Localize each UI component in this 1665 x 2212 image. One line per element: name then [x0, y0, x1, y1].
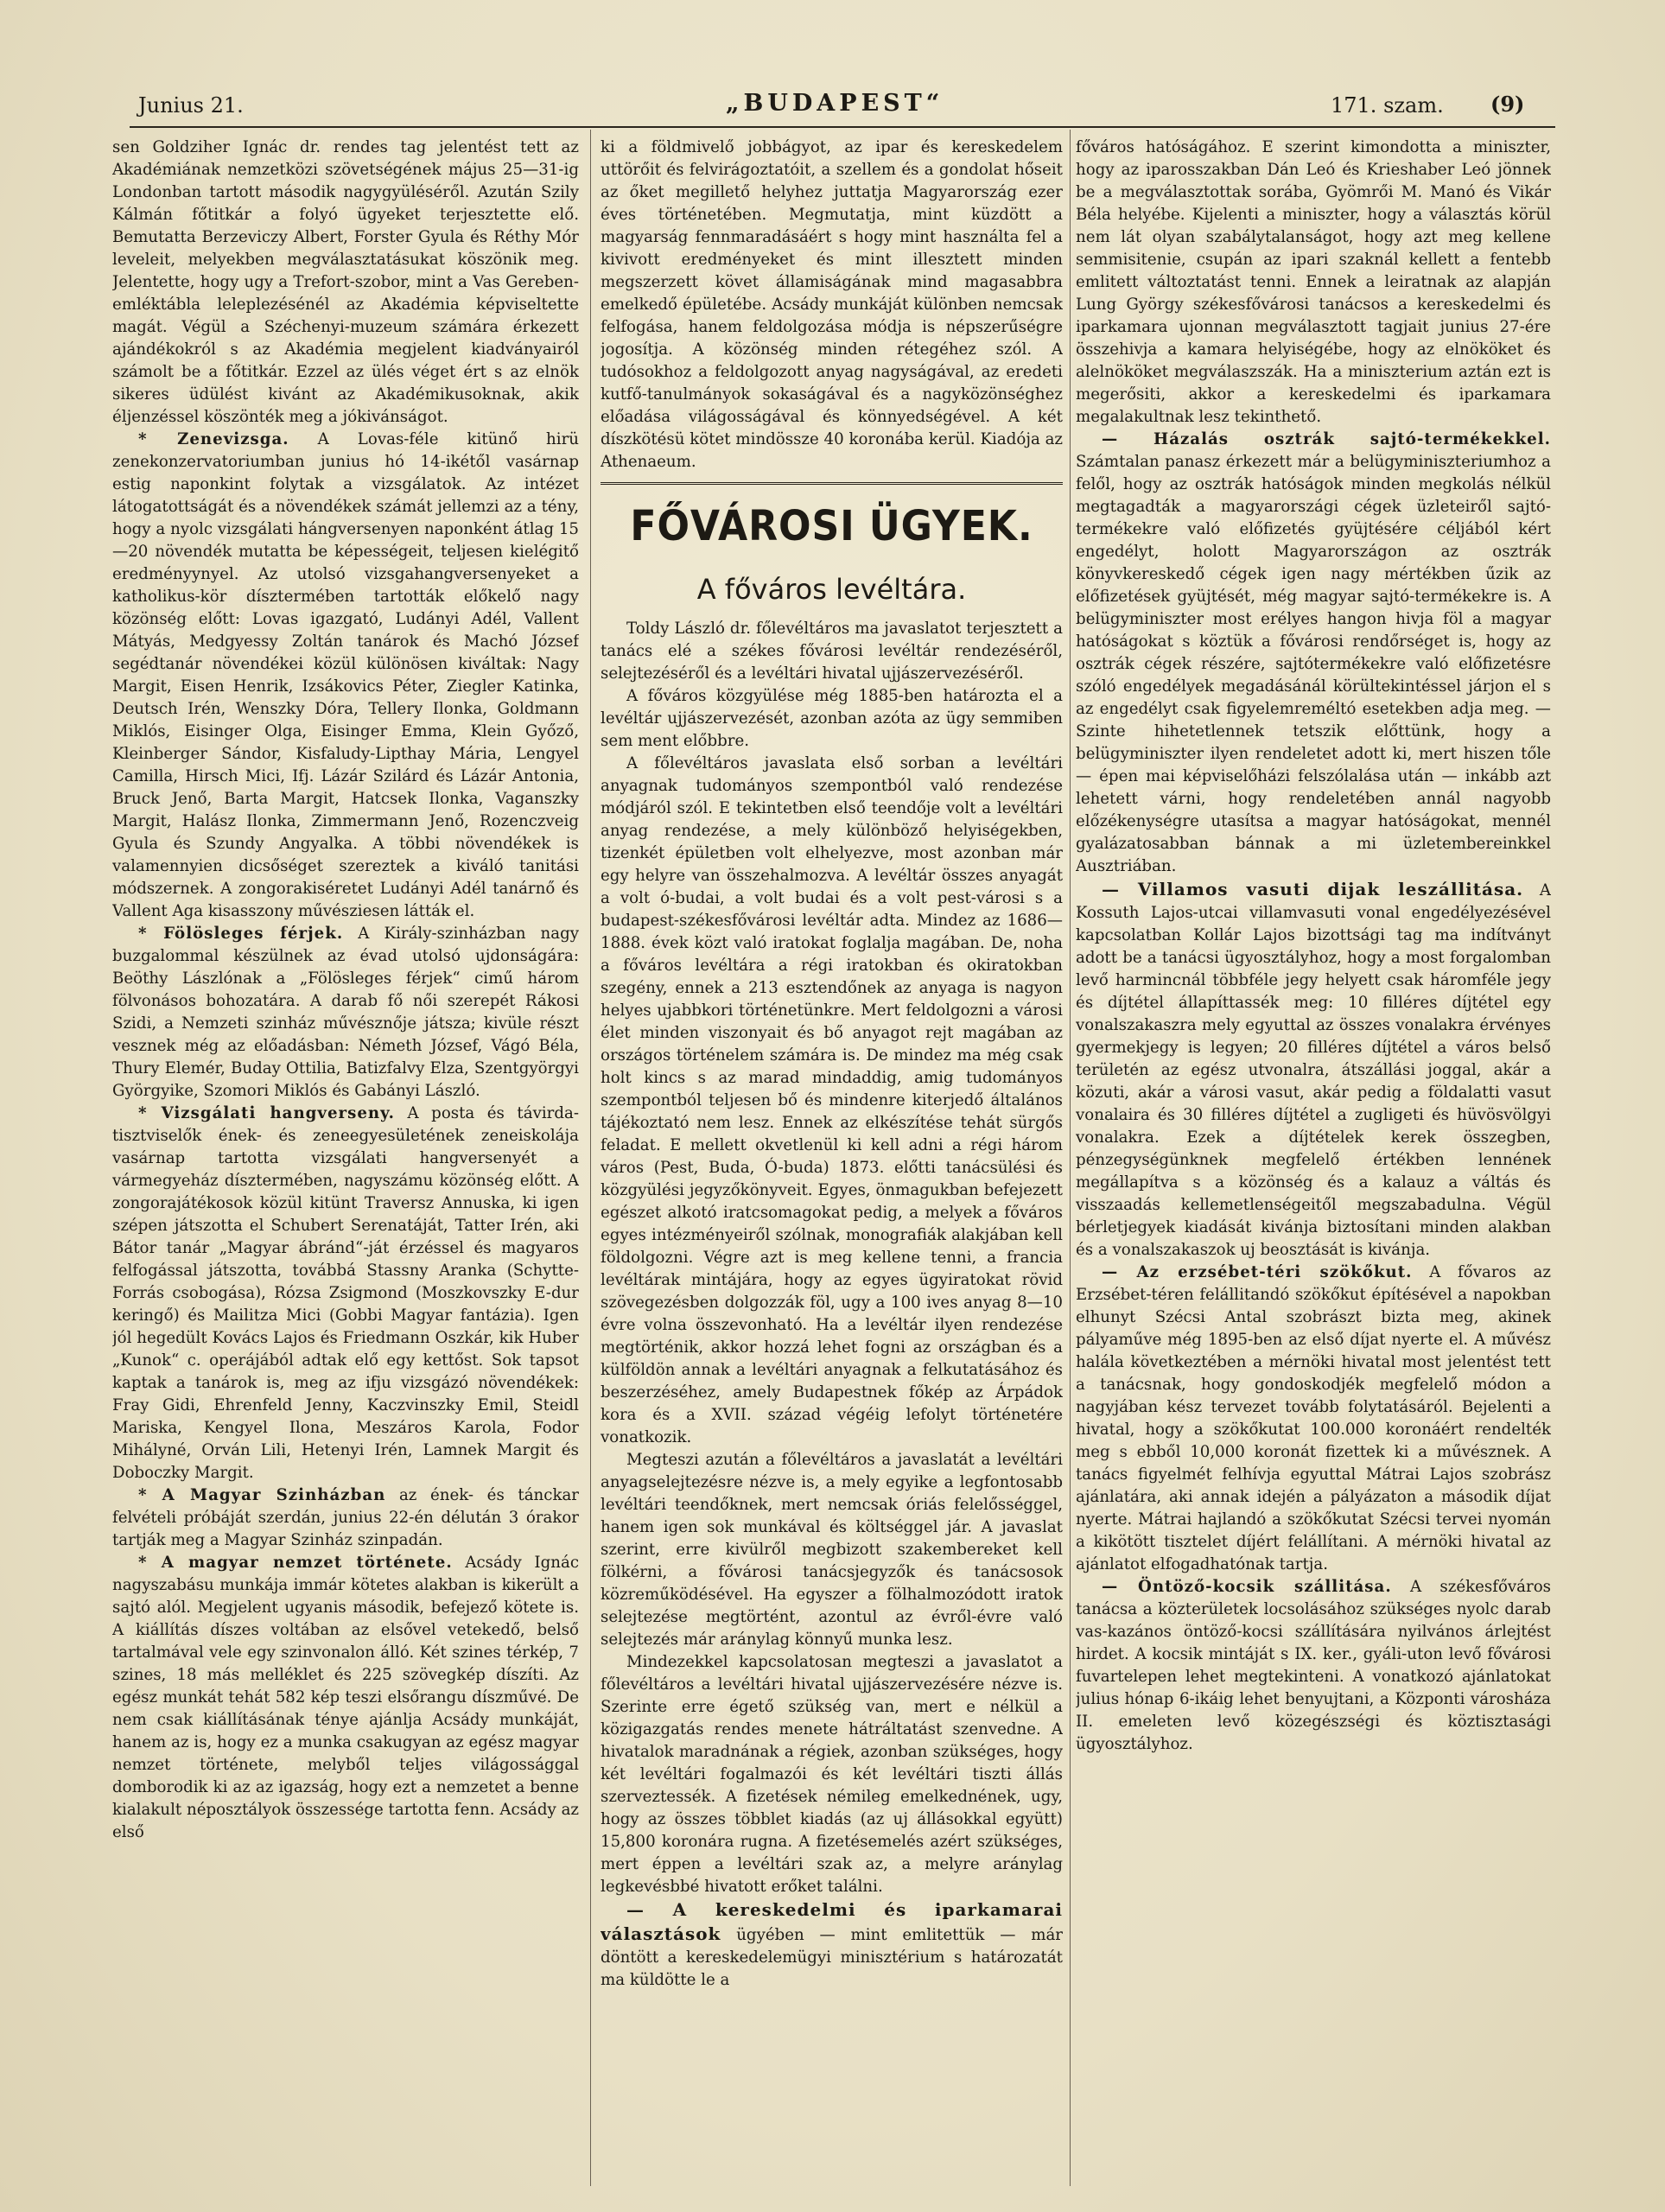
article-heading: — Villamos vasuti dijak leszállitása.: [1102, 879, 1524, 899]
article-body: A fővaros az Erzsébet-téren felállitandó szökőkut építésével a napokban elhunyt Szécsi Antal szobrászt bizta meg, akinek pályaműve még 1895-ben az első díjat nyerte el. A művész halála következtében a mérnöki hivatal most jelentést tett a tanácsnak, hogy gondoskodjék megfelelő módon a nagyjában kész tervezet tovább folytatásáról. Bejelenti a hivatal, hogy a szökőkutat 100.000 koronáért rendelték meg s ebből 10,000 koronát fizettek ki a művésznek. A tanács figyelmét felhívja egyuttal Mátrai Lajos szobrász ajánlatára, aki annak idején a pályázaton a második díjat nyerte. Mátrai hajlandó a szökőkutat Szécsi tervei nyomán a kikötött tisztelet díjért felállítani. A mérnöki hivatal az ajánlatot elfogadhatónak tartja.: [1076, 1263, 1551, 1573]
paragraph: Mindezekkel kapcsolatosan megteszi a javaslatot a főlevéltáros a levéltári hivatal ujjászervezésére nézve is. Szerinte erre égető szükség van, mert e nélkül a közigazgatás rendes menete hátráltatást szenvedne. A hivatalok maradnának a régiek, azonban szükséges, hogy két levéltári fogalmazói és két levéltári tiszti állás szerveztessék. A fizetések némileg emelkednének, ugy, hogy az összes többlet kiadás (az uj állásokkal együtt) 15,800 koronára rugna. A fizetésemelés azért szükséges, mert éppen a levéltári szak az, a melyre aránylag legkevésbbé hivatott erőket találni.: [601, 1653, 1063, 1896]
article-body: az ének- és tánckar felvételi próbáját szerdán, junius 22-én délután 3 órakor tartják meg a Magyar Szinház szinpadán.: [112, 1486, 579, 1549]
article-akademia-continued: sen Goldziher Ignác dr. rendes tag jelentést tett az Akadémiának nemzetközi szövetségének május 25—31-ig Londonban tartott második nagygyüléséről. Azután Szily Kálmán főtitkár a folyó ügyeket terjesztette elő. Bemutatta Berzeviczy Albert, Forster Gyula és Réthy Mór leveleit, melyekben megválasztatásukat köszönik meg. Jelentette, hogy ugy a Trefort-szobor, mint a Vas Gereben-emléktábla leleplezésénél az Akadémia képviseltette magát. Végül a Széchenyi-muzeum számára érkezett ajándékokról s az Akadémia megjelent kiadványairól számolt be a főtitkár. Ezzel az ülés véget ért s az elnök sikeres üdülést kivánt az Akadémikusoknak, akik éljenzéssel köszönték meg a jókivánságot.: [112, 138, 579, 426]
section-rule: [601, 482, 1063, 485]
article-body: Számtalan panasz érkezett már a belügyminiszteriumhoz a felől, hogy az osztrák hatóságok minden megkolás nélkül megtagadták a magyarországi cégek üzleteiről sajtó-termékekre való előfizetés gyüjtésére céljából kért engedélyt, holott Magyarországon az osztrák könyvkereskedő cégek igen nagy mértékben űzik az előfizetések gyüjtését, még magyar sajtó-termékekre is. A belügyminiszter most erélyes hangon hivja föl a magyar hatóságokat s köztük a fővárosi rendőrséget is, hogy az osztrák cégek részére, sajtótermékekre való előfizetésre szóló engedélyek megadásánál körültekintéssel járjon el s az engedélyt csak figyelemreméltó esetekben adja meg. — Szinte hihetetlennek tetszik előttünk, hogy a belügyminiszter ilyen rendeletet adott ki, mert hiszen tőle — épen mai képviselőházi felszólalása után — inkább azt lehetett várni, hogy rendeletében annál nagyobb előzékenységre utasítsa a magyar hatóságokat, mennél gyalázatosabban bánnak a mi üzletembereinkkel Ausztriában.: [1076, 453, 1551, 875]
article-body: A Lovas-féle kitünő hirü zenekonzervatoriumban junius hó 14-ikétől vasárnap estig naponkint folytak a vizsgálatok. Az intézet látogatottságát és a növendékek számát jellemzi az a tény, hogy a nyolc vizsgálati hángversenyen naponként átlag 15—20 növendék mutatta be képességeit, teljesen kielégitő eredményynyel. Az utolsó vizsgahangversenyeket a katholikus-kör dísztermében tartották előkelő nagy közönség előtt: Lovas igazgató, Ludányi Adél, Vallent Mátyás, Medgyessy Zoltán tanárok és Machó József segédtanár növendékei közül különösen kiváltak: Nagy Margit, Eisen Henrik, Izsákovics Péter, Ziegler Katinka, Deutsch Irén, Wenszky Dóra, Tellery Ilonka, Goldmann Miklós, Eisinger Olga, Eisinger Emma, Klein Győző, Kleinberger Sándor, Kisfaludy-Lipthay Mária, Lengyel Camilla, Hirsch Mici, Ifj. Lázár Szilárd és Lázár Antonia, Bruck Jenő, Barta Margit, Hatcsek Ilonka, Vaganszky Margit, Halász Ilonka, Zimmermann Jenő, Rozenczveig Gyula és Szundy Angyalka. A többi növendékek is valamennyien dicsőséget szereztek a kiváló tanitási módszernek. A zongorakiséretet Ludányi Adél tanárnő és Vallent Aga kisasszony művésziesen látták el.: [112, 430, 579, 920]
column-divider: [590, 130, 591, 2186]
article-title: A főváros levéltára.: [696, 573, 967, 606]
section-title: FŐVÁROSI ÜGYEK.: [630, 502, 1033, 550]
column-divider: [1070, 130, 1071, 2186]
article-heading: — A kereskedelmi és iparkamarai választások: [601, 1899, 1063, 1944]
article-kamara-continued: főváros hatóságához. E szerint kimondotta a miniszter, hogy az iparosszakban Dán Leó és Krieshaber Leó jönnek be a megválasztottak sorába, Gyömrői M. Manó és Vikár Béla helyébe. Kijelenti a miniszter, hogy a választás körül nem lát olyan szabálytalanságot, hogy azt meg kellene semmisitenie, csupán az ipari szaknál kellett a fentebb emlitett változtatást tenni. Ennek a leiratnak az alapján Lung György székesfővárosi tanácsos a kereskedelmi és iparkamara ujonnan megválasztott tagjait junius 27-ére összehivja a kamara helyiségébe, hogy az elnököket és alelnököket megválaszszák. Ha a miniszterium aztán ezt is megerősiti, akkor a kereskedelmi és iparkamara megalakultnak lesz tekinthető.: [1076, 138, 1551, 426]
column-2: [601, 137, 1063, 2184]
article-body: ügyében — mint emlitettük — már döntött a kereskedelemügyi minisztérium s határozatát ma küldötte le a: [601, 1926, 1063, 1989]
article-magyar-nemzet-tortenete: [112, 1552, 579, 1844]
article-heading: * A magyar nemzet története.: [138, 1554, 453, 1572]
column-1: [112, 137, 579, 2184]
article-magyar-szinhaz: [112, 1484, 579, 1552]
article-ontozo-kocsik: [1076, 1576, 1551, 1756]
article-zenevizsga: [112, 429, 579, 923]
article-heading: * Fölösleges férjek.: [138, 925, 344, 943]
page-header: [130, 83, 1547, 128]
article-vizsgalati-hangverseny: [112, 1103, 579, 1484]
article-body: Acsády Ignác nagyszabásu munkája immár kötetes alakban is kikerült a sajtó alól. Megjelent ugyanis második, befejező kötete is. A kiállítás díszes voltában az elsővel vetekedő, belső tartalmával vele egy szinvonalon álló. Két szines térkép, 7 szines, 18 más melléklet és 225 szövegkép díszíti. Az egész munkát tehát 582 kép teszi elsőrangu díszművé. De nem csak kiállításának ténye ajánlja Acsády munkáját, hanem az is, hogy ez a munka csakugyan az egész magyar nemzet története, melyből teljes világossággal domborodik ki az az igazság, hogy ezt a nemzetet a benne kialakult néposztályok összessége tartotta fenn. Acsády az első: [112, 1554, 579, 1841]
header-rule: [130, 126, 1555, 128]
article-body: A Kossuth Lajos-utcai villamvasuti vonal engedélyezésével kapcsolatban Kollár Lajos bizottsági tag ma indítványt adott be a tanácsi ügyosztályhoz, hogy a most forgalomban levő harmincnál többféle jegy helyett csak háromféle jegy és díjtétel állapíttassék meg: 10 filléres díjtétel egy vonalszakaszra mely egyuttal az összes vonalakra érvényes gyermekjegy is legyen; 20 filléres díjtétel a város belső területén az egész utvonalra, átszállási joggal, akár a közuti, akár a városi vasut, akár pedig a földalatti vasut vonalaira és 30 filléres díjtétel a zugligeti és hüvösvölgyi vonalakra. Ezek a díjtételek kerek összegben, pénzegységünknek megfelelő értékben lennének megállapítva s a közönség és a kalauz a váltás és visszaadás kellemetlenségeitől megszabadulna. Végül bérletjegyek kiadását kivánja biztosítani minden alakban és a vonalszakaszok uj beosztását is kivánja.: [1076, 881, 1551, 1259]
article-heading: * Zenevizsga.: [138, 430, 289, 448]
article-heading: * A Magyar Szinházban: [138, 1486, 386, 1504]
paragraph: A főlevéltáros javaslata első sorban a levéltári anyagnak tudományos szempontból való rendezése módjáról szól. E tekintetben első teendője volt a levéltári anyag rendezése, a mely különböző helyiségekben, tizenkét épületben volt elhelyezve, most azonban már egy helyre van összehalmozva. A levéltár összes anyagát a volt ó-budai, a volt budai és a volt pest-városi s a budapest-székesfővárosi levéltár adta. Mindez az 1686—1888. évek közt való iratokat foglalja magában. De, noha a főváros levéltára a régi iratokban és okiratokban szegény, ennek a 213 esztendőnek az anyaga is nagyon helyes ujabbkori történetünkre. Mert feldolgozni a városi élet minden viszonyait és bő anyagot rejt magában az országos történelem számára is. De mindez ma még csak holt kincs s az marad mindaddig, amig tudományos szempontból teljesen bő és mindenre kiterjedő általános tájékoztató nem lesz. Ennek az elkészítése tehát sürgős feladat. E mellett okvetlenül ki kell adni a régi három város (Pest, Buda, Ó-buda) 1873. előtti tanácsülési és közgyülési jegyzőkönyveit. Egyes, önmagukban befejezett egészet alkotó iratcsomagokat pedig, a melyek a főváros egyes intézményeiről szólnak, monografiák alakjában kell földolgozni. Végre azt is meg kellene tenni, a francia levéltárak mintájára, hogy az egyes ügyiratokat rövid szövegezésben dolgozzák föl, ugy a 100 ives anyag 8—10 évre volna összevonható. Ha a levéltár ilyen rendezése megtörténik, akkor hozzá lehet fogni az országban és a külföldön annak a levéltári anyagnak a felkutatásához és beszerzéséhez, amely Budapestnek főkép az Árpádok kora és a XVII. század végéig lefolyt történetére vonatkozik.: [601, 754, 1063, 1446]
article-szokokut: [1076, 1262, 1551, 1576]
article-heading: — Öntöző-kocsik szállitása.: [1102, 1578, 1392, 1596]
article-body: A posta és távirda-tisztviselők ének- és zeneegyesületének zeneiskolája vasárnap tartotta vizsgálati hangversenyét a vármegyeház dísztermében, nagyszámu közönség előtt. A zongorajátékosok közül kitünt Traversz Annuska, ki igen szépen játszotta el Schubert Serenatáját, Tatter Irén, aki Bátor tanár „Magyar ábránd“-ját érzéssel és magyaros felfogással játszotta, továbbá Stassny Aranka (Schytte-Forrás csobogása), Rózsa Zsigmond (Moszkovszky E-dur keringő) és Mailitza Mici (Gobbi Magyar fantázia). Igen jól hegedült Kovács Lajos és Friedmann Oszkár, kik Huber „Kunok“ c. operájából adtak elő egy kettőst. Sok tapsot kaptak a tanárok is, meg az ifju vizsgázó növendékek: Fray Gidi, Ehrenfeld Jenny, Kaczvinszky Emil, Steidl Mariska, Kengyel Ilona, Meszáros Karola, Fodor Mihályné, Orván Lili, Hetenyi Irén, Lamnek Margit és Doboczky Margit.: [112, 1104, 579, 1482]
article-magyar-nemzet-continued: ki a földmivelő jobbágyot, az ipar és kereskedelem uttörőit és felvirágoztatóit, a szellem és a gondolat hőseit az őket megillető helyhez juttatja Magyarország ezer éves történetében. Megmutatja, mint küzdött a magyarság fennmaradásáért s hogy mint használta fel a kivivott eredményeket és mint illesztett minden megszerzett követ államiságának mind magasabbra emelkedő épületébe. Acsády munkáját különben nemcsak felfogása, hanem feldolgozása módja is népszerűségre jogosítja. A közönség minden rétegéhez szól. A tudósokhoz a feldolgozott anyag nagyságával, az eredeti kutfő-tanulmányok sokaságával és a nagyközönséghez előadása világosságával és könnyedségével. A két díszkötésü kötet mindössze 40 koronába kerül. Kiadója az Athenaeum.: [601, 138, 1063, 471]
article-heading: — Házalás osztrák sajtó-termékekkel.: [1102, 430, 1551, 448]
article-hazalas: [1076, 429, 1551, 878]
paragraph: Toldy László dr. főlevéltáros ma javaslatot terjesztett a tanács elé a székes fővárosi levéltár rendezéséről, selejtezéséről és a levéltári hivatal ujjászervezéséről.: [601, 620, 1063, 683]
article-villamos-dijak: [1076, 878, 1551, 1262]
issue-number: 171. szam.: [1331, 93, 1444, 118]
article-kereskedelmi-kamara: [601, 1898, 1063, 1992]
article-body: A Király-szinházban nagy buzgalommal készülnek az évad utolsó ujdonságára: Beöthy Lászlónak a „Fölösleges férjek“ cimű három fölvonásos bohozatára. A darab fő női szerepét Rákosi Szidi, a Nemzeti szinház művésznője játsza; kivüle részt vesznek még az előadásban: Németh József, Vágó Béla, Thury Elemér, Buday Ottilia, Batizfalvy Elza, Szentgyörgyi Györgyike, Szomori Miklós és Gabányi László.: [112, 925, 579, 1100]
article-heading: — Az erzsébet-téri szökőkut.: [1102, 1263, 1413, 1281]
page-number: (9): [1490, 92, 1525, 117]
column-3: [1076, 137, 1551, 2184]
article-folosleges-ferjek: [112, 923, 579, 1103]
header-date: Junius 21.: [138, 93, 244, 118]
article-heading: * Vizsgálati hangverseny.: [138, 1104, 395, 1122]
article-body: A székesfőváros tanácsa a közterületek locsolásához szükséges nyolc darab vas-kazános öntöző-kocsi szállítására nyilvános árlejtést hirdet. A kocsik mintáját s IX. ker., gyáli-uton levő fővárosi fuvartelepen lehet megtekinteni. A vonatkozó ajánlatokat julius hónap 6-ikáig lehet benyujtani, a Központi városháza II. emeleten levő közegészségi és köztisztasági ügyosztályhoz.: [1076, 1578, 1551, 1753]
paragraph: A főváros közgyülése még 1885-ben határozta el a levéltár ujjászervezését, azonban azóta az ügy semmiben sem ment előbbre.: [601, 687, 1063, 750]
newspaper-title: „BUDAPEST“: [726, 90, 944, 117]
paragraph: Megteszi azután a főlevéltáros a javaslatát a levéltári anyagselejtezésre nézve is, a mely egyike a legfontosabb levéltári teendőknek, mert nemcsak óriás felelősséggel, hanem igen sok munkával és költséggel jár. A javaslat szerint, erre kivülről megbizott szakembereket kell fölkérni, a fővárosi tanácsjegyzők és tanácsosok közreműködésével. Ha egyszer a fölhalmozódott iratok selejtezése megtörtént, azontul az évről-évre való selejtezés már aránylag könnyű munka lesz.: [601, 1451, 1063, 1649]
